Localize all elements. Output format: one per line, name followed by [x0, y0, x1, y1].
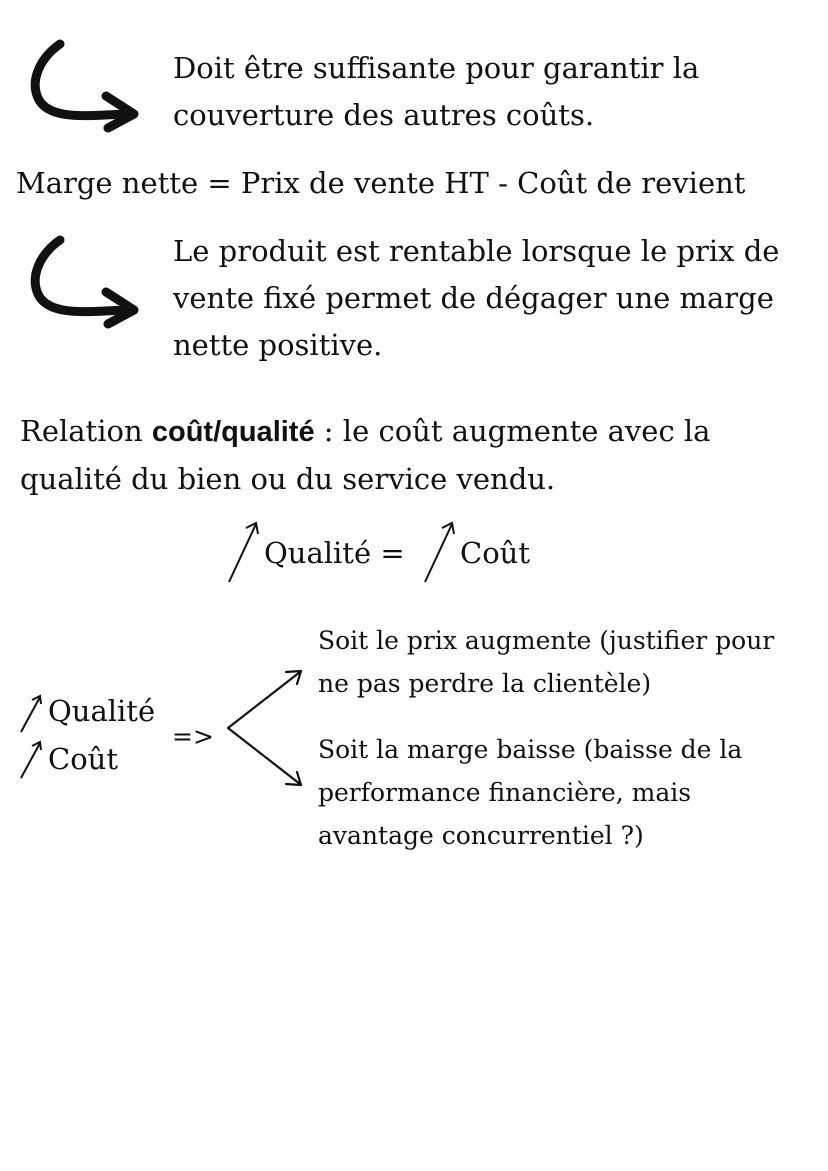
branch-left-line-2: Coût [48, 742, 118, 776]
note-2-line-1: Le produit est rentable lorsque le prix de [173, 234, 780, 268]
branch-arrow-icon [224, 664, 308, 792]
up-arrow-icon [18, 740, 46, 780]
equation-right: Coût [460, 536, 530, 570]
relation-paragraph [20, 408, 710, 503]
note-1-line-1: Doit être suffisante pour garantir la [173, 51, 700, 85]
relation-line-2: qualité du bien ou du service vendu. [20, 462, 556, 496]
up-arrow-icon [422, 520, 458, 584]
up-arrow-icon [18, 694, 46, 734]
formula: Marge nette = Prix de vente HT - Coût de revient [16, 166, 746, 200]
branch-option-2 [318, 728, 742, 857]
curved-arrow-icon [30, 236, 140, 326]
option-2-line-2: performance financière, mais [318, 778, 692, 807]
option-2-line-3: avantage concurrentiel ?) [318, 821, 644, 850]
relation-prefix: Relation [20, 414, 152, 448]
relation-keyword: coût/qualité [151, 416, 315, 448]
branch-option-1 [318, 619, 774, 705]
note-1 [173, 45, 699, 139]
branch-left-line-1: Qualité [48, 694, 156, 728]
note-2-line-2: vente fixé permet de dégager une marge [173, 281, 774, 315]
note-1-line-2: couverture des autres coûts. [173, 98, 595, 132]
equation-left: Qualité = [264, 536, 405, 570]
implies-arrow: => [172, 722, 214, 751]
note-2-line-3: nette positive. [173, 328, 383, 362]
curved-arrow-icon [30, 40, 140, 130]
relation-suffix: : le coût augmente avec la [314, 414, 711, 448]
option-2-line-1: Soit la marge baisse (baisse de la [318, 735, 743, 764]
relation-line-1 [20, 408, 710, 456]
option-1-line-1: Soit le prix augmente (justifier pour [318, 626, 775, 655]
up-arrow-icon [226, 520, 262, 584]
option-1-line-2: ne pas perdre la clientèle) [318, 669, 652, 698]
note-2 [173, 228, 779, 369]
